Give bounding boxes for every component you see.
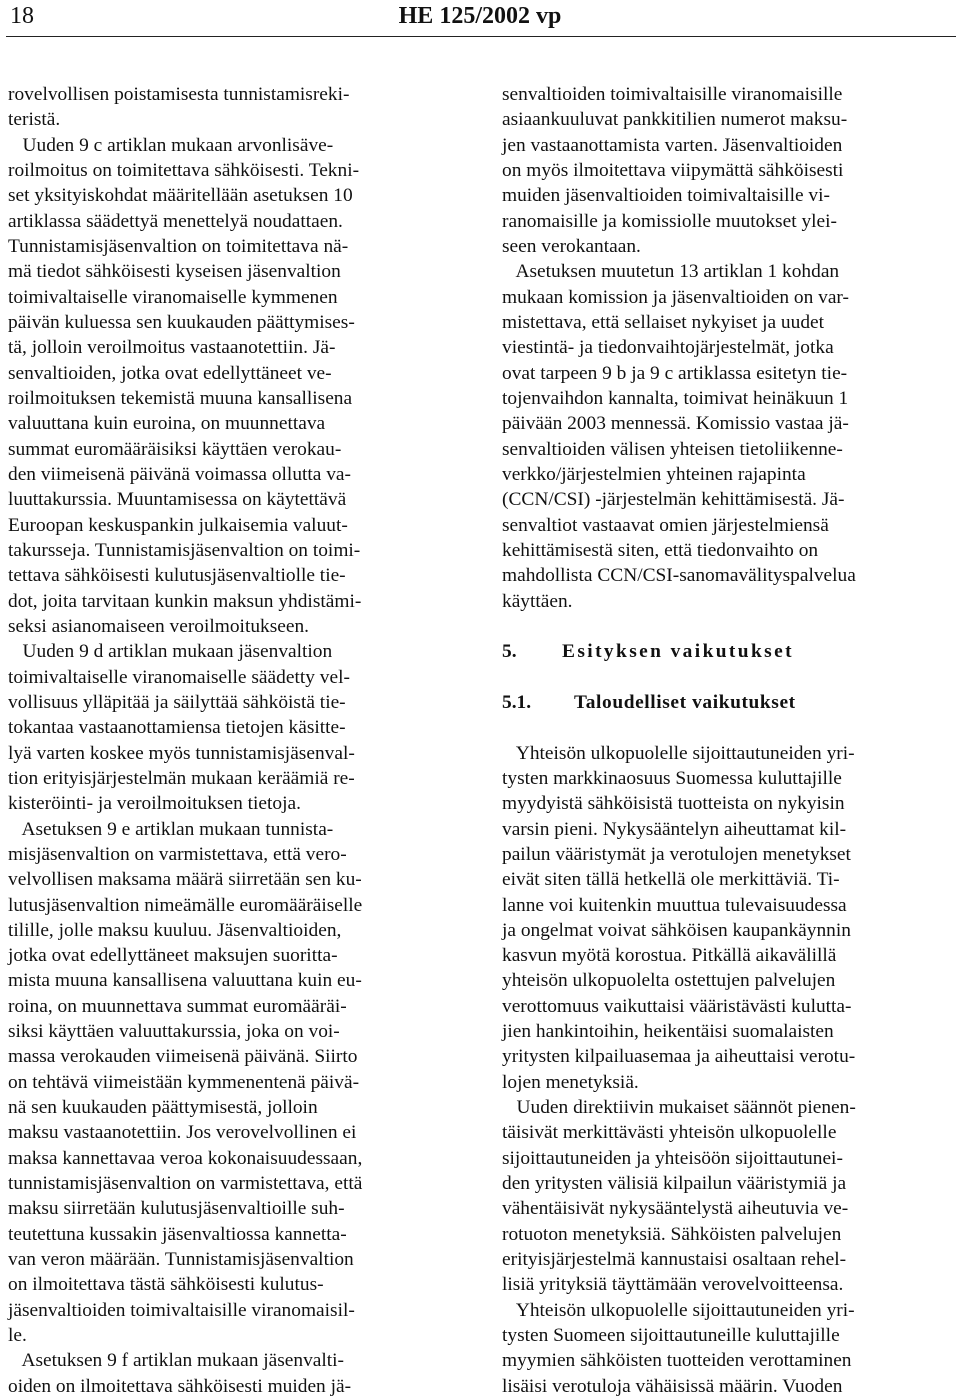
text-line: (CCN/CSI) -järjestelmän kehittämisestä. Jä- <box>502 489 845 511</box>
text-line: ovat tarpeen 9 b ja 9 c artiklassa esitetyn tie- <box>502 362 848 384</box>
text-line: sijoittautuneiden ja yhteisöön sijoittautunei- <box>502 1147 843 1169</box>
text-line: Yhteisön ulkopuolelle sijoittautuneiden yri- <box>502 742 855 764</box>
text-line: tunnistamisjäsenvaltion on varmistettava, että <box>8 1173 363 1195</box>
text-line: siksi käyttäen valuuttakurssia, joka on voi- <box>8 1021 340 1043</box>
text-line: täisivät merkittävästi yhteisön ulkopuolelle <box>502 1122 837 1144</box>
text-line: maksa kannettavaa veroa kokonaisuudessaan, <box>8 1147 363 1169</box>
text-line: myydyistä sähköisistä tuotteista on nykyisin <box>502 793 845 815</box>
text-line: kehittämisestä siten, että tiedonvaihto on <box>502 539 819 561</box>
text-line: kasvun myötä korostua. Pitkällä aikavälillä <box>502 945 837 967</box>
text-line: jotka ovat edellyttäneet maksujen suoritta- <box>8 945 338 967</box>
spacer <box>502 715 958 740</box>
text-line: maksu vastaanotettiin. Jos verovelvollinen ei <box>8 1122 357 1144</box>
text-line: tysten markkinaosuus Suomessa kuluttajille <box>502 767 842 789</box>
text-line: toimivaltaiselle viranomaiselle kymmenen <box>8 286 338 308</box>
section-title: Esityksen vaikutukset <box>562 641 794 663</box>
text-line: senvaltioiden välisen yhteisen tietoliikenne- <box>502 438 843 460</box>
text-line: rotuoton menetyksiä. Sähköisten palvelujen <box>502 1223 842 1245</box>
text-line: vollisuus ylläpitää ja säilyttää sähköistä tie- <box>8 691 346 713</box>
text-line: tettava sähköisesti kulutusjäsenvaltiolle tie- <box>8 565 346 587</box>
text-line: verkko/järjestelmien yhteinen rajapinta <box>502 463 806 485</box>
text-line: Uuden direktiivin mukaiset säännöt pienen- <box>502 1097 856 1119</box>
text-line: dot, joita tarvitaan kunkin maksun yhdistämi- <box>8 590 362 612</box>
text-line: le. <box>8 1325 27 1347</box>
text-line: Euroopan keskuspankin julkaisemia valuut- <box>8 514 348 536</box>
text-line: teristä. <box>8 109 61 131</box>
left-text-column <box>8 82 460 1399</box>
text-line: den yritysten välisiä kilpailun vääristymiä ja <box>502 1173 847 1195</box>
text-line: on ilmoitettava tästä sähköisesti kulutus- <box>8 1274 324 1296</box>
text-line: tojenvaihdon kannalta, toimivat heinäkuun 1 <box>502 387 849 409</box>
text-line: tä, jolloin veroilmoitus vastaanotettiin. Jä- <box>8 337 336 359</box>
text-line: senvaltioiden, jotka ovat edellyttäneet ve- <box>8 362 332 384</box>
text-line: Uuden 9 d artiklan mukaan jäsenvaltion <box>8 641 333 663</box>
text-line: mistettava, että sellaiset nykyiset ja uudet <box>502 311 825 333</box>
page-header <box>0 0 960 36</box>
text-line: viestintä- ja tiedonvaihtojärjestelmät, jotka <box>502 337 834 359</box>
text-line: misjäsenvaltion on varmistettava, että vero- <box>8 843 347 865</box>
text-line: käyttäen. <box>502 590 573 612</box>
text-line: mista muuna kansallisena valuuttana kuin eu- <box>8 970 362 992</box>
text-line: lyä varten koskee myös tunnistamisjäsenval- <box>8 742 355 764</box>
text-line: den viimeisenä päivänä voimassa ollutta va- <box>8 463 352 485</box>
text-line: massa verokauden viimeisenä päivänä. Siirto <box>8 1046 358 1068</box>
text-line: set yksityiskohdat määritellään asetuksen 10 <box>8 185 353 207</box>
text-line: tion erityisjärjestelmän mukaan keräämiä re- <box>8 767 355 789</box>
text-line: luuttakurssia. Muuntamisessa on käytettävä <box>8 489 347 511</box>
subsection-number: 5.1. <box>502 691 532 713</box>
text-line: päivään 2003 mennessä. Komissio vastaa jä- <box>502 413 849 435</box>
header-rule <box>6 36 956 37</box>
right-text-column <box>502 82 958 1399</box>
text-line: lanne voi kuitenkin muuttua tulevaisuudessa <box>502 894 847 916</box>
text-line: jien hankintoihin, heikentäisi suomalaisten <box>502 1021 834 1043</box>
text-line: päivän kuluessa sen kuukauden päättymises- <box>8 311 355 333</box>
right-column-body-top <box>502 82 958 614</box>
text-line: takursseja. Tunnistamisjäsenvaltion on toimi- <box>8 539 361 561</box>
text-line: Asetuksen muutetun 13 artiklan 1 kohdan <box>502 261 840 283</box>
subsection-heading <box>502 690 958 715</box>
text-line: muiden jäsenvaltioiden toimivaltaisille vi- <box>502 185 830 207</box>
subsection-title: Taloudelliset vaikutukset <box>574 691 796 713</box>
text-line: mä tiedot sähköisesti kyseisen jäsenvaltion <box>8 261 341 283</box>
text-line: verottomuus vaikuttaisi vääristävästi kulutta- <box>502 995 852 1017</box>
text-line: varsin pieni. Nykysääntelyn aiheuttamat kil- <box>502 818 847 840</box>
text-line: yritysten kilpailuasemaa ja aiheuttaisi verotu- <box>502 1046 856 1068</box>
text-line: nä sen kuukauden päättymisestä, jolloin <box>8 1097 318 1119</box>
text-line: asiaankuuluvat pankkitilien numerot maksu- <box>502 109 848 131</box>
text-line: roilmoitus on toimitettava sähköisesti. Tekni- <box>8 159 360 181</box>
text-line: Tunnistamisjäsenvaltion on toimitettava nä- <box>8 235 349 257</box>
text-line: tysten Suomeen sijoittautuneille kuluttajille <box>502 1325 840 1347</box>
text-line: eivät siten tällä hetkellä ole merkittäviä. Ti- <box>502 869 840 891</box>
text-line: oiden on ilmoitettava sähköisesti muiden jä- <box>8 1375 352 1397</box>
text-line: seksi asianomaiseen veroilmoitukseen. <box>8 615 310 637</box>
text-line: toimivaltaiselle viranomaiselle säädetty vel- <box>8 666 350 688</box>
text-line: yhteisön ulkopuolelta ostettujen palvelujen <box>502 970 836 992</box>
text-line: lisäisi verotuloja vähäisissä määrin. Vuoden <box>502 1375 843 1397</box>
section-number: 5. <box>502 641 517 663</box>
text-line: Yhteisön ulkopuolelle sijoittautuneiden yri- <box>502 1299 855 1321</box>
text-line: roilmoituksen tekemistä muuna kansallisena <box>8 387 353 409</box>
text-line: teutettuna kussakin jäsenvaltiossa kannetta- <box>8 1223 347 1245</box>
text-line: senvaltioiden toimivaltaisille viranomaisille <box>502 84 843 105</box>
text-line: vähentäisivät nykysääntelystä aiheutuvia ve- <box>502 1198 849 1220</box>
text-line: velvollisen maksama määrä siirretään sen ku- <box>8 869 362 891</box>
text-line: kisteröinti- ja veroilmoituksen tietoja. <box>8 793 301 815</box>
text-line: jen vastaanottamista varten. Jäsenvaltioiden <box>502 134 843 156</box>
text-line: tilille, jolle maksu kuuluu. Jäsenvaltioiden, <box>8 919 342 941</box>
spacer <box>502 614 958 639</box>
document-id: HE 125/2002 vp <box>398 3 562 29</box>
right-column-body-bottom <box>502 741 958 1399</box>
text-line: summat euromääräisiksi käyttäen verokau- <box>8 438 342 460</box>
text-line: Asetuksen 9 f artiklan mukaan jäsenvalti- <box>8 1350 345 1372</box>
text-line: erityisjärjestelmä kannustaisi osaltaan rehel- <box>502 1249 847 1271</box>
text-line: mukaan komission ja jäsenvaltioiden on var- <box>502 286 849 308</box>
section-heading <box>502 639 958 664</box>
text-line: valuuttana kuin euroina, on muunnettava <box>8 413 326 435</box>
text-line: maksu siirretään kulutusjäsenvaltioille suh- <box>8 1198 345 1220</box>
text-line: Asetuksen 9 e artiklan mukaan tunnista- <box>8 818 334 840</box>
text-line: on myös ilmoitettava viipymättä sähköisesti <box>502 159 844 181</box>
text-line: seen verokantaan. <box>502 235 641 257</box>
text-line: lojen menetyksiä. <box>502 1071 639 1093</box>
text-line: rovelvollisen poistamisesta tunnistamisreki- <box>8 84 350 105</box>
text-line: van veron määrään. Tunnistamisjäsenvaltion <box>8 1249 354 1271</box>
spacer <box>502 665 958 690</box>
text-line: mahdollista CCN/CSI-sanomavälityspalvelua <box>502 565 856 587</box>
text-line: Uuden 9 c artiklan mukaan arvonlisäve- <box>8 134 334 156</box>
text-line: on tehtävä viimeistään kymmenentenä päivä- <box>8 1071 360 1093</box>
page-number: 18 <box>10 3 34 29</box>
text-line: lutusjäsenvaltion nimeämälle euromääräiselle <box>8 894 363 916</box>
text-line: myymien sähköisten tuotteiden verottaminen <box>502 1350 852 1372</box>
text-line: jäsenvaltioiden toimivaltaisille viranomaisil- <box>8 1299 355 1321</box>
text-line: pailun vääristymät ja verotulojen menetykset <box>502 843 851 865</box>
text-line: roina, on muunnettava summat euromääräi- <box>8 995 347 1017</box>
text-line: artiklassa säädettyä menettelyä noudattaen. <box>8 210 343 232</box>
text-line: ranomaisille ja komissiolle muutokset ylei- <box>502 210 837 232</box>
text-line: senvaltiot vastaavat omien järjestelmiensä <box>502 514 829 536</box>
text-line: tokantaa vastaanottamiensa tietojen käsitte- <box>8 717 346 739</box>
text-line: ja ongelmat voivat sähköisen kaupankäynnin <box>502 919 851 941</box>
text-line: lisiä yrityksiä täyttämään verovelvoitteensa. <box>502 1274 844 1296</box>
